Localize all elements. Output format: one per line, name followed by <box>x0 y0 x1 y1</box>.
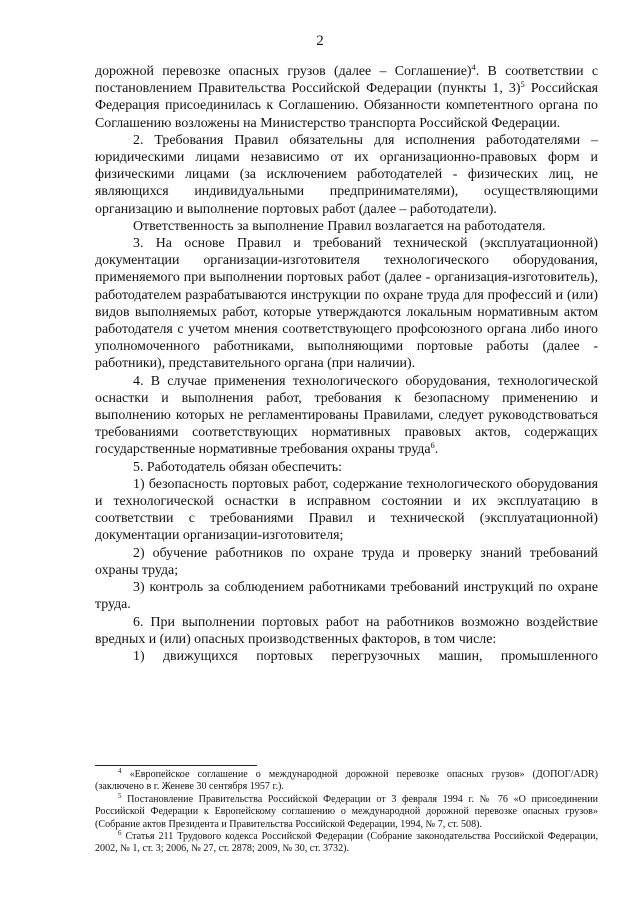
paragraph-subitem-3: 3) контроль за соблюдением работниками требований инструкций по охране труда. <box>95 580 598 613</box>
document-body <box>95 63 598 665</box>
footnote-ref-5[interactable]: 5 <box>520 79 525 90</box>
footnote-divider <box>95 765 257 766</box>
footnote-ref-6[interactable]: 6 <box>430 440 435 451</box>
paragraph-item-2: 2. Требования Правил обязательны для исполнения работодателями – юридическими лицами независимо от их организационно-правовых форм и физическими лицами (за исключением работодателей - физических лиц, не являющихся индивидуальными предпринимателями), осуществляющими организацию и выполнение портовых работ (далее – работодатели). <box>95 132 598 217</box>
paragraph-continuation: дорожной перевозке опасных грузов (далее – Соглашение)$^4$. В соответствии с постановлением Правительства Российской Федерации (пункты 1, 3)$^5$ Российская Федерация присоединилась к Соглашению. Обязанности компетентного органа по Соглашению возложены на Министерство транспорта Российской Федерации. <box>95 62 599 131</box>
paragraph-item-6-subitem-1: 1) движущихся портовых перегрузочных машин, промышленного <box>133 648 598 664</box>
paragraph-subitem-2: 2) обучение работников по охране труда и проверку знаний требований охраны труда; <box>95 545 598 578</box>
footnote-5: $^5$ Постановление Правительства Российской Федерации от 3 февраля 1994 г. № 76 «О присоединении Российской Федерации к Европейскому соглашению о международной дорожной перевозке опасных грузов» (Собрание актов Президента и Правительства Российской Федерации, 1994, № 7, ст. 508). <box>95 791 598 830</box>
footnote-4: $^4$ «Европейское соглашение о международной дорожной перевозке опасных грузов» (ДОПОГ/ADR) (заключено в г. Женеве 30 сентября 1957 г.). <box>95 767 598 793</box>
footnote-6: $^6$ Статья 211 Трудового кодекса Российской Федерации (Собрание законодательства Российской Федерации, 2002, № 1, ст. 3; 2006, № 27, ст. 2878; 2009, № 30, ст. 3732). <box>95 829 598 855</box>
paragraph-item-3: 3. На основе Правил и требований технической (эксплуатационной) документации организации-изготовителя технологического оборудования, применяемого при выполнении портовых работ (далее - организация-изготовитель), работодателем разрабатываются инструкции по охране труда для профессий и (или) видов выполняемых работ, которые утверждаются локальным нормативным актом работодателя с учетом мнения соответствующего профсоюзного органа либо иного уполномоченного работниками, выполняющими портовые работы (далее - работники), представительного органа (при наличии). <box>95 236 598 372</box>
footnote-ref-4[interactable]: 4 <box>471 62 476 72</box>
page-number: 2 <box>316 33 324 49</box>
paragraph-item-5: 5. Работодатель обязан обеспечить: <box>133 459 342 475</box>
paragraph-item-4: 4. В случае применения технологического оборудования, технологической оснастки и выполнения работ, требования к безопасному применению и выполнению которых не регламентированы Правилами, следует руководствоваться требованиями соответствующих нормативных правовых актов, содержащих государственные нормативные требования охраны труда$^6$. <box>95 373 598 458</box>
footnotes <box>95 769 598 856</box>
paragraph-item-6: 6. При выполнении портовых работ на работников возможно воздействие вредных и (или) опасных производственных факторов, в том числе: <box>95 614 598 647</box>
paragraph-responsibility: Ответственность за выполнение Правил возлагается на работодателя. <box>133 218 546 234</box>
paragraph-subitem-1: 1) безопасность портовых работ, содержание технологического оборудования и технологической оснастки в исправном состоянии и их эксплуатацию в соответствии с требованиями Правил и технической (эксплуатационной) документации организации-изготовителя; <box>95 476 598 544</box>
